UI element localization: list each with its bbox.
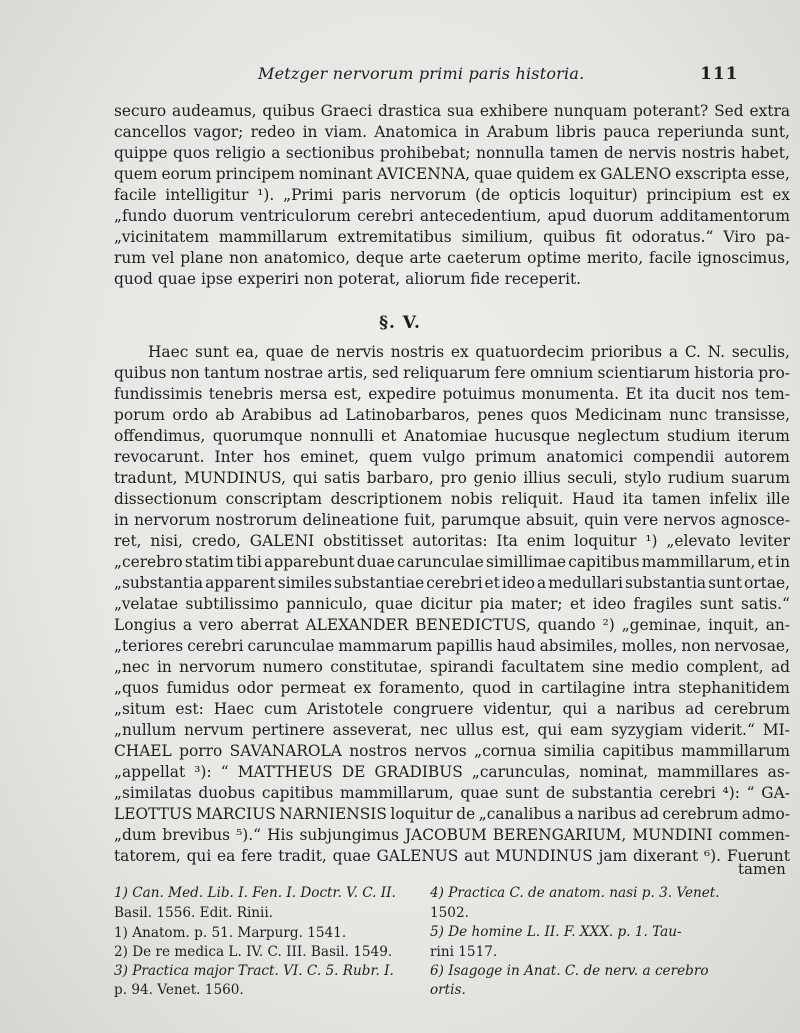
text-line: „quos fumidus odor permeat ex foramento, quod in cartilagine intra stephanitidem <box>114 679 790 697</box>
footnote: Basil. 1556. Edit. Rinii. <box>114 905 274 921</box>
text-line: cancellos vagor; redeo in viam. Anatomica in Arabum libris pauca reperiunda sunt, <box>114 123 790 141</box>
text-line: quippe quos religio a sectionibus prohibebat; nonnulla tamen de nervis nostris habet, <box>114 144 790 162</box>
text-line: rum vel plane non anatomico, deque arte caeterum optime merito, facile ignoscimus, <box>114 249 790 267</box>
text-line: „vicinitatem mammillarum extremitatibus similium, quibus fit odoratus.“ Viro pa- <box>114 228 790 246</box>
text-line: „teriores cerebri carunculae mammarum papillis haud absimiles, molles, non nervosae, <box>114 637 790 655</box>
text-line: fundissimis tenebris mersa est, expedire potuimus monumenta. Et ita ducit nos tem- <box>114 385 790 403</box>
footnote: 6) Isagoge in Anat. C. de nerv. a cerebro <box>430 963 709 979</box>
footnote: 3) Practica major Tract. VI. C. 5. Rubr. I. <box>114 963 394 979</box>
text-line: „dum brevibus ⁵).“ His subjungimus JACOBUM BERENGARIUM, MUNDINI commen- <box>114 826 790 844</box>
text-line: „substantia apparent similes substantiae cerebri et ideo a medullari substantia sunt ortae, <box>114 574 790 592</box>
text-line: tradunt, MUNDINUS, qui satis barbaro, pro genio illius seculi, stylo rudium suarum <box>114 469 790 487</box>
footnote: 2) De re medica L. IV. C. III. Basil. 1549. <box>114 944 393 960</box>
footnote: rini 1517. <box>430 944 498 960</box>
footnote: ortis. <box>430 982 466 998</box>
text-line: „fundo duorum ventriculorum cerebri antecedentium, apud duorum additamentorum <box>114 207 790 225</box>
text-line: „appellat ³): “ MATTHEUS DE GRADIBUS „carunculas, nominat, mammillares as- <box>114 763 790 781</box>
page-number: 111 <box>700 64 739 84</box>
page-header <box>0 62 800 86</box>
text-line: quem eorum principem nominant AVICENNA, quae quidem ex GALENO exscripta esse, <box>114 165 790 183</box>
text-line: „nec in nervorum numero constitutae, spirandi facultatem sine medio complent, ad <box>114 658 790 676</box>
text-line: „situm est: Haec cum Aristotele congruere videntur, qui a naribus ad cerebrum <box>114 700 790 718</box>
footnote: 5) De homine L. II. F. XXX. p. 1. Tau- <box>430 924 682 940</box>
footnote: 1) Can. Med. Lib. I. Fen. I. Doctr. V. C. II. <box>114 885 396 901</box>
text-line: „velatae subtilissimo panniculo, quae dicitur pia mater; et ideo fragiles sunt satis.“ <box>114 595 790 613</box>
text-line: securo audeamus, quibus Graeci drastica sua exhibere nunquam poterant? Sed extra <box>114 102 790 120</box>
text-line: „similatas duobus capitibus mammillarum, quae sunt de substantia cerebri ⁴): “ GA- <box>114 784 790 802</box>
text-line: dissectionum conscriptam descriptionem nobis reliquit. Haud ita tamen infelix ille <box>114 490 790 508</box>
footnote: p. 94. Venet. 1560. <box>114 982 244 998</box>
text-line: Haec sunt ea, quae de nervis nostris ex quatuordecim prioribus a C. N. seculis, <box>148 343 790 361</box>
text-line: facile intelligitur ¹). „Primi paris nervorum (de opticis loquitur) principium est ex <box>114 186 790 204</box>
footnote: 1502. <box>430 905 469 921</box>
text-line: quibus non tantum nostrae artis, sed reliquarum fere omnium scientiarum historia pro- <box>114 364 790 382</box>
text-line: Longius a vero aberrat ALEXANDER BENEDICTUS, quando ²) „geminae, inquit, an- <box>114 616 790 634</box>
text-line: quod quae ipse experiri non poterat, aliorum fide receperit. <box>114 270 582 288</box>
text-line: „cerebro statim tibi apparebunt duae carunculae simillimae capitibus mammillarum, et in <box>114 553 790 571</box>
text-line: in nervorum nostrorum delineatione fuit, parumque absuit, quin vere nervos agnosce- <box>114 511 790 529</box>
text-line: porum ordo ab Arabibus ad Latinobarbaros, penes quos Medicinam nunc transisse, <box>114 406 790 424</box>
text-line: ret, nisi, credo, GALENI obstitisset autoritas: Ita enim loquitur ¹) „elevato leviter <box>114 532 790 550</box>
text-line: offendimus, quorumque nonnulli et Anatomiae hucusque neglectum studium iterum <box>114 427 790 445</box>
text-line: LEOTTUS MARCIUS NARNIENSIS loquitur de „canalibus a naribus ad cerebrum admo- <box>114 805 790 823</box>
footnote: 1) Anatom. p. 51. Marpurg. 1541. <box>114 925 347 941</box>
footnote: 4) Practica C. de anatom. nasi p. 3. Venet. <box>430 885 720 901</box>
catchword: tamen <box>738 860 786 878</box>
text-line: revocarunt. Inter hos eminet, quem vulgo primum anatomici compendii autorem <box>114 448 790 466</box>
running-title: Metzger nervorum primi paris historia. <box>258 64 585 83</box>
text-line: CHAEL porro SAVANAROLA nostros nervos „cornua similia capitibus mammillarum <box>114 742 790 760</box>
text-line: tatorem, qui ea fere tradit, quae GALENUS aut MUNDINUS jam dixerant ⁶). Fuerunt <box>114 847 790 865</box>
section-heading: §. V. <box>379 313 421 333</box>
text-line: „nullum nervum pertinere asseverat, nec ullus est, qui eam syzygiam viderit.“ MI- <box>114 721 790 739</box>
